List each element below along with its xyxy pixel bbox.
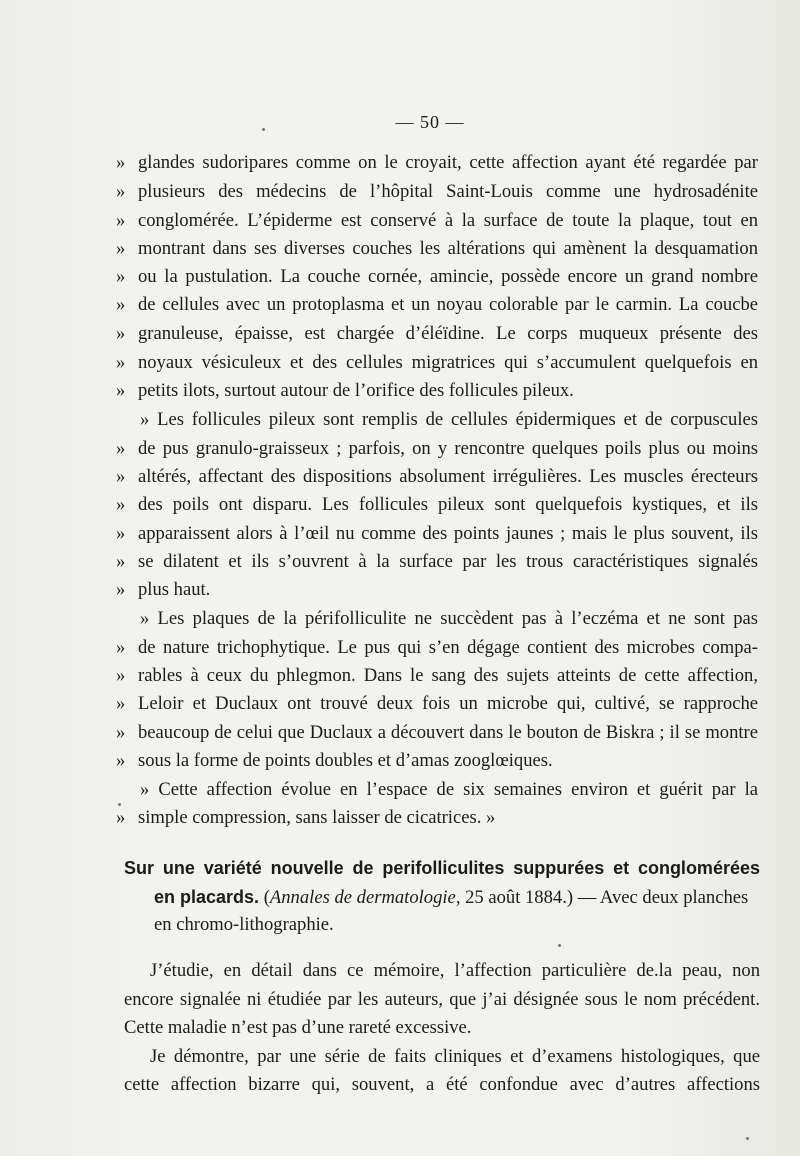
citation-date: , 25 août 1884.) — Avec deux planches: [455, 887, 749, 908]
quoted-line: » Leloir et Duclaux ont trouvé deux fois un microbe qui, cultivé, se rapproche: [116, 693, 758, 714]
article-reference-line-2: en chromo-lithographie.: [154, 914, 334, 935]
quoted-line: » plus haut.: [116, 579, 211, 600]
quoted-line: » noyaux vésiculeux et des cellules migratrices qui s’accumulent quelquefois en: [116, 352, 758, 373]
quoted-line: » simple compression, sans laisser de cicatrices. »: [116, 807, 496, 828]
quoted-line: » apparaissent alors à l’œil nu comme des points jaunes ; mais le plus souvent, ils: [116, 523, 758, 544]
paragraph-line: Cette maladie n’est pas d’une rareté excessive.: [124, 1017, 472, 1038]
article-title: Sur une variété nouvelle de perifolliculites suppurées et conglomérées: [124, 858, 760, 878]
quoted-line: » des poils ont disparu. Les follicules pileux sont quelquefois kystiques, et ils: [116, 494, 758, 515]
quoted-paragraph-opening: » Les follicules pileux sont remplis de cellules épidermiques et de corpuscules: [140, 409, 758, 430]
quoted-line: » petits ilots, surtout autour de l’orifice des follicules pileux.: [116, 380, 574, 401]
quoted-line: » conglomérée. L’épiderme est conservé à la surface de toute la plaque, tout en: [116, 210, 758, 231]
paragraph-line: encore signalée ni étudiée par les auteurs, que j’ai désignée sous le nom précédent.: [124, 989, 760, 1010]
quoted-line: » altérés, affectant des dispositions absolument irrégulières. Les muscles érecteurs: [116, 466, 758, 487]
quoted-line: » de nature trichophytique. Le pus qui s’en dégage contient des microbes compa-: [116, 637, 758, 658]
paragraph-line: J’étudie, en détail dans ce mémoire, l’affection particulière de.la peau, non: [150, 960, 760, 981]
page-number: — 50 —: [395, 112, 465, 132]
paragraph-line: cette affection bizarre qui, souvent, a été confondue avec d’autres affections: [124, 1074, 760, 1095]
scan-speck: [262, 128, 265, 131]
journal-name: Annales de dermatologie: [269, 887, 456, 908]
quoted-paragraph-opening: » Cette affection évolue en l’espace de six semaines environ et guérit par la: [140, 779, 758, 800]
quoted-line: » plusieurs des médecins de l’hôpital Saint-Louis comme une hydrosadénite: [116, 181, 758, 202]
citation-open-paren: (: [263, 887, 270, 908]
scan-speck: [746, 1137, 749, 1140]
quoted-line: » rables à ceux du phlegmon. Dans le sang des sujets atteints de cette affection,: [116, 665, 758, 686]
scan-speck: [118, 803, 121, 806]
quoted-line: » ou la pustulation. La couche cornée, amincie, possède encore un grand nombre: [116, 266, 758, 287]
article-reference: [154, 885, 760, 910]
paragraph-line: Je démontre, par une série de faits cliniques et d’examens histologiques, que: [150, 1046, 760, 1067]
quoted-line: » se dilatent et ils s’ouvrent à la surface par les trous caractéristiques signalés: [116, 551, 758, 572]
quoted-line: » de pus granulo-graisseux ; parfois, on y rencontre quelques poils plus ou moins: [116, 438, 758, 459]
quoted-line: » beaucoup de celui que Duclaux a découvert dans le bouton de Biskra ; il se montre: [116, 722, 758, 743]
quoted-paragraph-opening: » Les plaques de la périfolliculite ne succèdent pas à l’eczéma et ne sont pas: [140, 608, 758, 629]
article-title-continuation: en placards.: [154, 887, 260, 907]
quoted-line: » sous la forme de points doubles et d’amas zooglœiques.: [116, 750, 553, 771]
quoted-line: » de cellules avec un protoplasma et un noyau colorable par le carmin. La coucbe: [116, 294, 758, 315]
quoted-line: » granuleuse, épaisse, est chargée d’éléïdine. Le corps muqueux présente des: [116, 323, 758, 344]
quoted-line: » glandes sudoripares comme on le croyait, cette affection ayant été regardée par: [116, 152, 758, 173]
quoted-line: » montrant dans ses diverses couches les altérations qui amènent la desquamation: [116, 238, 758, 259]
scan-speck: [558, 944, 561, 947]
